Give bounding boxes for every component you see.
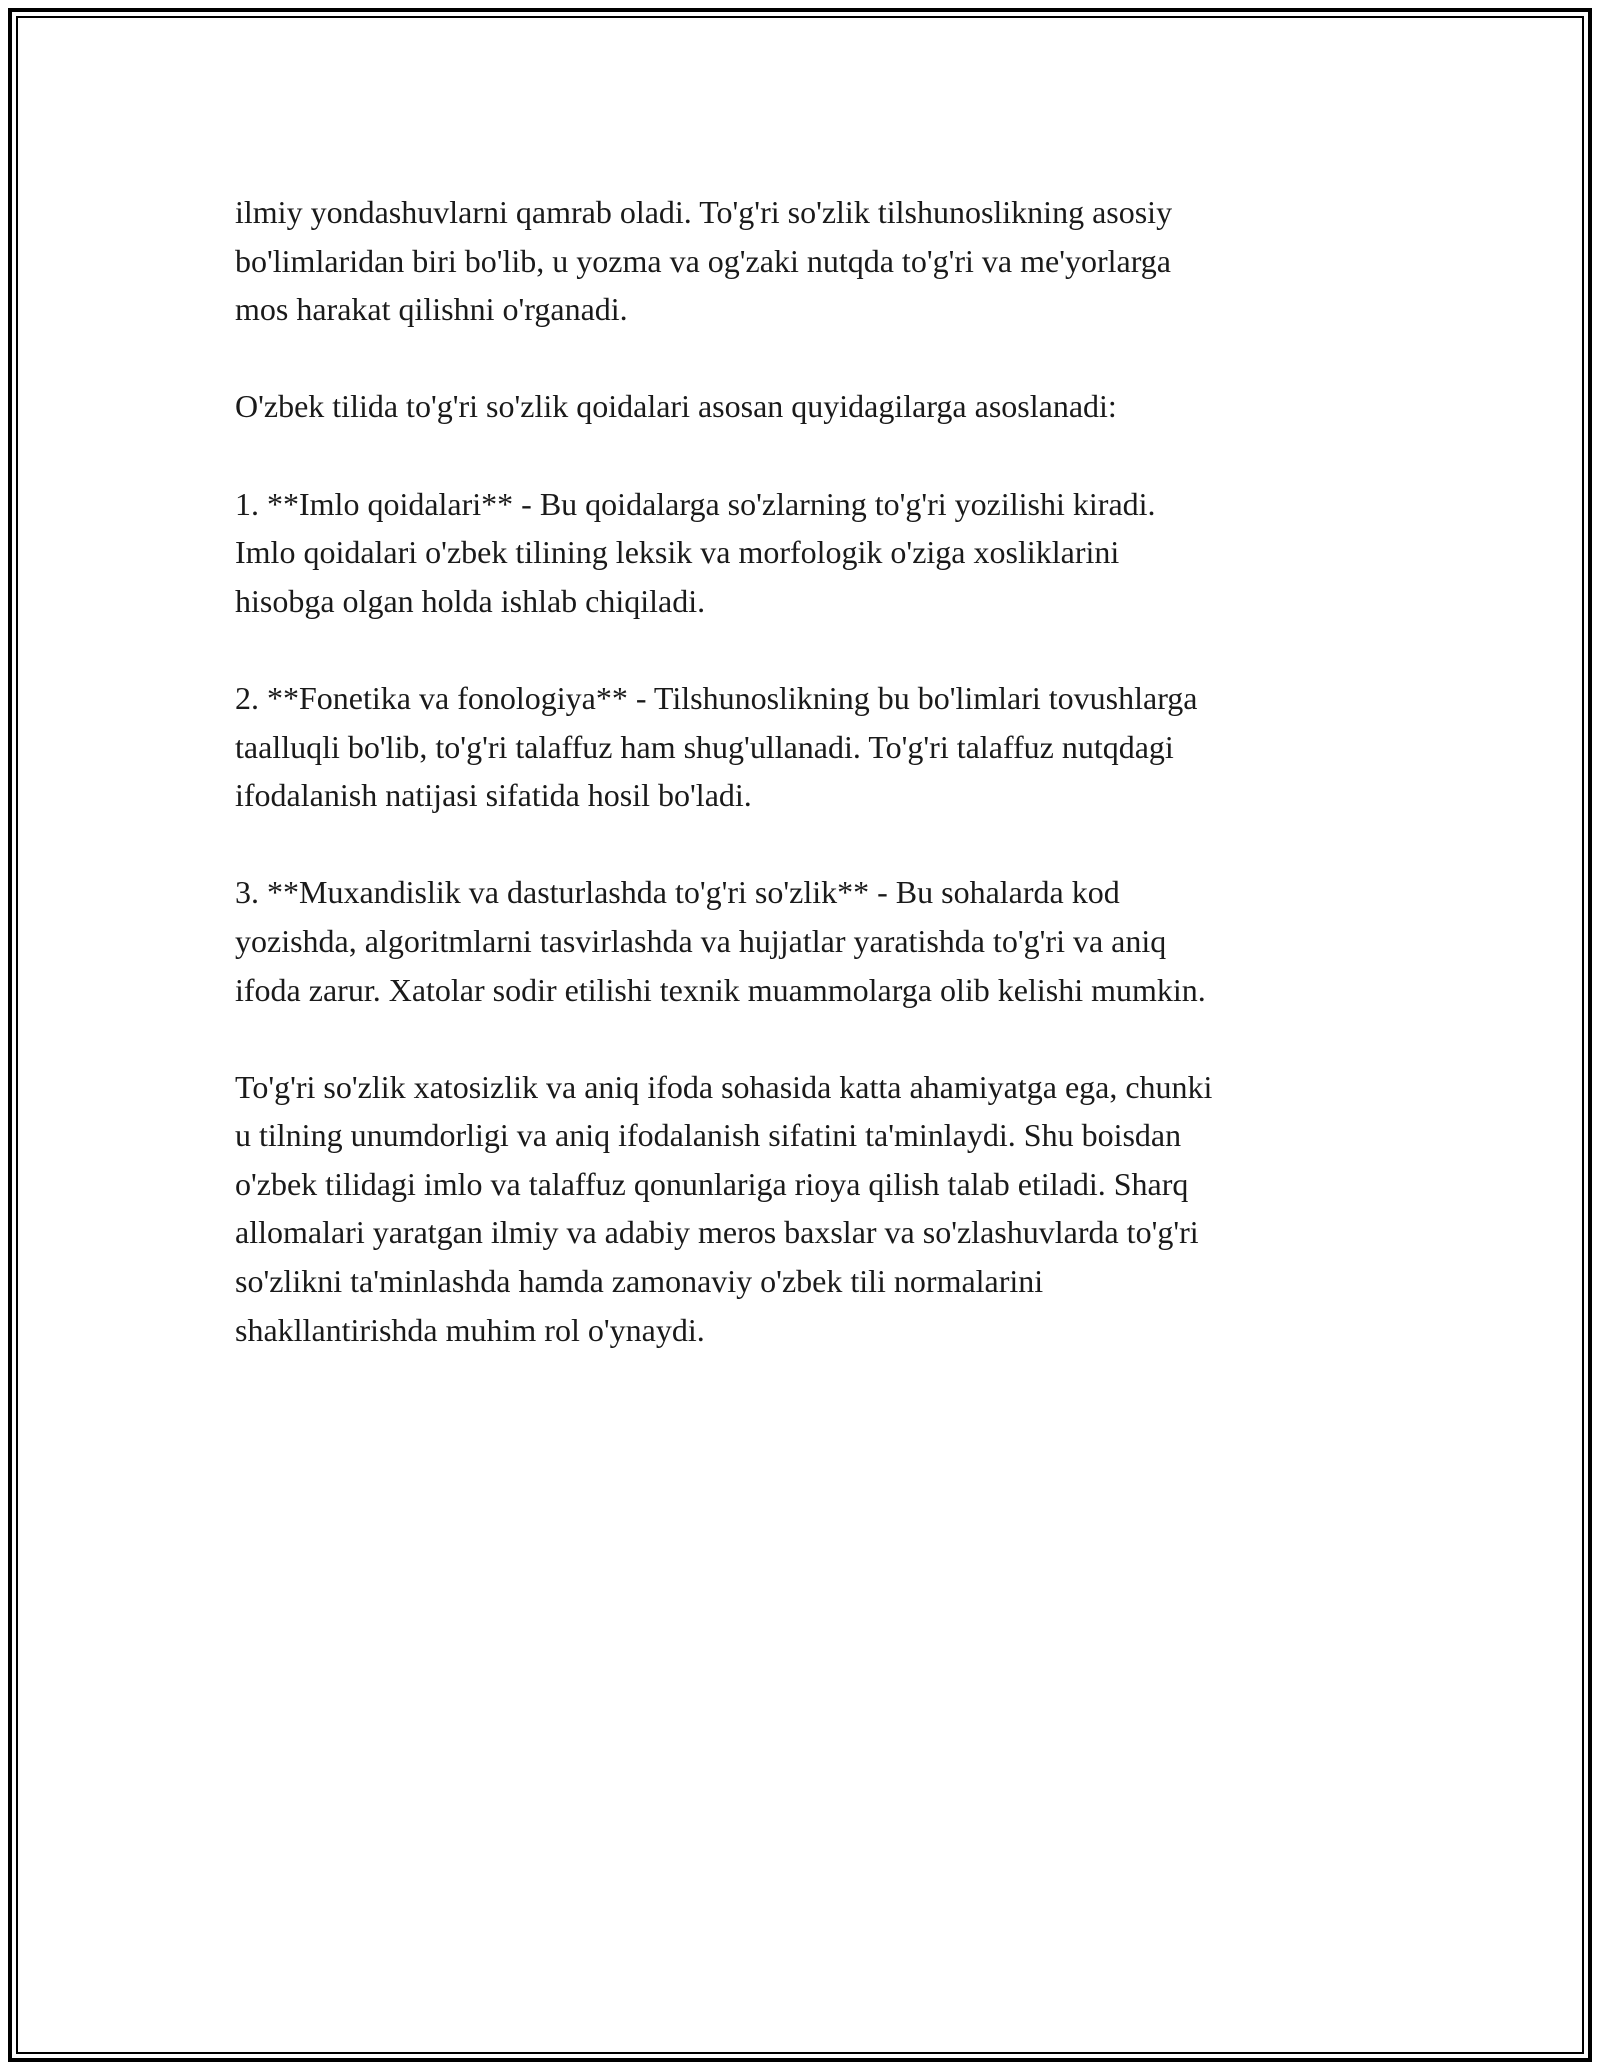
document-body: [235, 188, 1385, 1403]
paragraph-conclusion: To'g'ri so'zlik xatosizlik va aniq ifoda sohasida katta ahamiyatga ega, chunki u tilning unumdorligi va aniq ifodalanish sifatini ta'minlaydi. Shu boisdan o'zbek tilidagi imlo va talaffuz qonunlariga rioya qilish talab etiladi. Sharq allomalari yaratgan ilmiy va adabiy meros baxslar va so'zlashuvlarda to'g'ri so'zlikni ta'minlashda hamda zamonaviy o'zbek tili normalarini shakllantirishda muhim rol o'ynaydi.: [235, 1068, 1213, 1348]
list-item-spelling-rules: 1. **Imlo qoidalari** - Bu qoidalarga so'zlarning to'g'ri yozilishi kiradi. Imlo qoidalari o'zbek tilining leksik va morfologik o'ziga xosliklarini hisobga olgan holda ishlab chiqiladi.: [235, 485, 1156, 619]
paragraph-intro: ilmiy yondashuvlarni qamrab oladi. To'g'ri so'zlik tilshunoslikning asosiy bo'limlaridan biri bo'lib, u yozma va og'zaki nutqda to'g'ri va me'yorlarga mos harakat qilishni o'rganadi.: [235, 194, 1173, 328]
list-item-phonetics: 2. **Fonetika va fonologiya** - Tilshunoslikning bu bo'limlari tovushlarga taalluqli bo'lib, to'g'ri talaffuz ham shug'ullanadi. To'g'ri talaffuz nutqdagi ifodalanish natijasi sifatida hosil bo'ladi.: [235, 679, 1198, 814]
paragraph-rules-lead: O'zbek tilida to'g'ri so'zlik qoidalari asosan quyidagilarga asoslanadi:: [235, 388, 1117, 425]
list-item-engineering: 3. **Muxandislik va dasturlashda to'g'ri so'zlik** - Bu sohalarda kod yozishda, algoritmlarni tasvirlashda va hujjatlar yaratishda to'g'ri va aniq ifoda zarur. Xatolar sodir etilishi texnik muammolarga olib kelishi mumkin.: [235, 874, 1206, 1008]
